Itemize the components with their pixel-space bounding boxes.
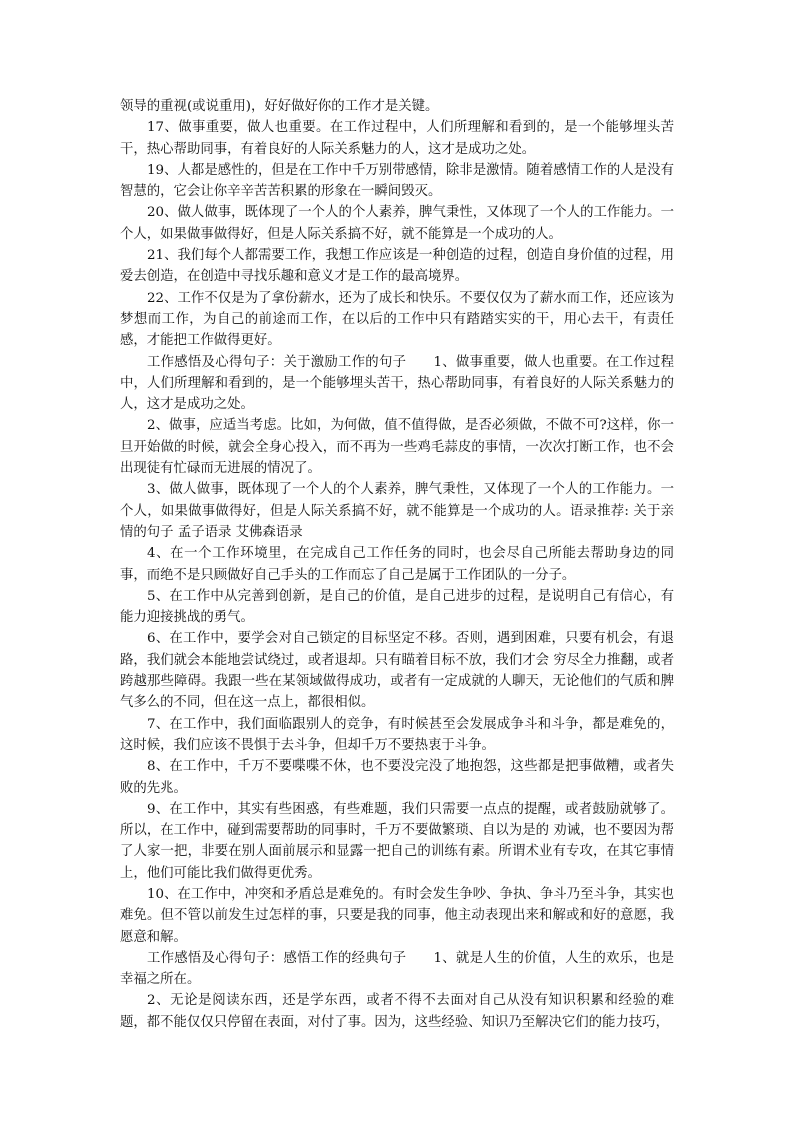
paragraph-11: 6、在工作中，要学会对自己锁定的目标坚定不移。否则，遇到困难，只要有机会，有退路，我们就会本能地尝试绕过，或者退却。只有瞄着目标不放，我们才会 穷尽全力推翻，或者跨越那些障碍。我跟一些在某领域做得成功，或者有一定成就的人聊天，无论他们的气质和脾气多么的不同，但在这一点上，都很相似。	[120, 631, 674, 711]
paragraph-10: 5、在工作中从完善到创新，是自己的价值，是自己进步的过程，是说明自己有信心，有能力迎接挑战的勇气。	[120, 588, 674, 626]
paragraph-13: 8、在工作中，千万不要喋喋不休，也不要没完没了地抱怨，这些都是把事做糟，或者失败的先兆。	[120, 759, 674, 796]
paragraph-14: 9、在工作中，其实有些困惑，有些难题，我们只需要一点点的提醒，或者鼓励就够了。所以，在工作中，碰到需要帮助的同事时，千万不要做繁琐、自以为是的 劝诫，也不要因为帮了人家一把，非要在别人面前展示和显露一把自己的训练有素。所谓术业有专攻，在其它事情上，他们可能比我们做得更优秀。	[120, 801, 674, 881]
paragraph-16: 工作感悟及心得句子：感悟工作的经典句子 1、就是人生的价值，人生的欢乐，也是幸福之所在。	[120, 950, 674, 988]
paragraph-0: 领导的重视(或说重用)，好好做好你的工作才是关键。	[120, 99, 439, 114]
paragraph-6: 工作感悟及心得句子：关于激励工作的句子 1、做事重要，做人也重要。在工作过程中，人们所理解和看到的，是一个能够埋头苦干，热心帮助同事，有着良好的人际关系魅力的人，这才是成功之处。	[120, 354, 674, 413]
paragraph-8: 3、做人做事，既体现了一个人的个人素养，脾气秉性，又体现了一个人的工作能力。一个人，如果做事做得好，但是人际关系搞不好，就不能算是一个成功的人。语录推荐: 关于亲情的句子 孟子语录 艾佛森语录	[120, 482, 674, 540]
paragraph-17: 2、无论是阅读东西，还是学东西，或者不得不去面对自己从没有知识积累和经验的难题，都不能仅仅只停留在表面，对付了事。因为，这些经验、知识乃至解决它们的能力技巧，	[120, 993, 674, 1030]
document-page	[120, 96, 674, 1033]
paragraph-2: 19、人都是感性的，但是在工作中千万别带感情，除非是激情。随着感情工作的人是没有智慧的，它会让你辛辛苦苦积累的形象在一瞬间毁灭。	[120, 162, 674, 200]
paragraph-9: 4、在一个工作环境里，在完成自己工作任务的同时，也会尽自己所能去帮助身边的同事，而绝不是只顾做好自己手头的工作而忘了自己是属于工作团队的一分子。	[120, 546, 674, 583]
paragraph-12: 7、在工作中，我们面临跟别人的竞争，有时候甚至会发展成争斗和斗争，都是难免的，这时候，我们应该不畏惧于去斗争，但却千万不要热衷于斗争。	[120, 716, 674, 753]
paragraph-15: 10、在工作中，冲突和矛盾总是难免的。有时会发生争吵、争执、争斗乃至斗争，其实也难免。但不管以前发生过怎样的事，只要是我的同事，他主动表现出来和解或和好的意愿，我愿意和解。	[120, 886, 674, 945]
paragraph-4: 21、我们每个人都需要工作，我想工作应该是一种创造的过程，创造自身价值的过程，用爱去创造，在创造中寻找乐趣和意义才是工作的最高境界。	[120, 248, 674, 285]
paragraph-7: 2、做事，应适当考虑。比如，为何做，值不值得做，是否必须做，不做不可?这样，你一旦开始做的时候，就会全身心投入，而不再为一些鸡毛蒜皮的事情，一次次打断工作，也不会出现徒有忙碌而无进展的情况了。	[120, 418, 674, 477]
paragraph-3: 20、做人做事，既体现了一个人的个人素养，脾气秉性，又体现了一个人的工作能力。一个人，如果做事做得好，但是人际关系搞不好，就不能算是一个成功的人。	[120, 205, 674, 242]
paragraph-5: 22、工作不仅是为了拿份薪水，还为了成长和快乐。不要仅仅为了薪水而工作，还应该为梦想而工作，为自己的前途而工作，在以后的工作中只有踏踏实实的干，用心去干，有责任感，才能把工作做得更好。	[120, 290, 674, 349]
paragraph-1: 17、做事重要，做人也重要。在工作过程中，人们所理解和看到的，是一个能够埋头苦干，热心帮助同事，有着良好的人际关系魅力的人，这才是成功之处。	[120, 120, 674, 157]
